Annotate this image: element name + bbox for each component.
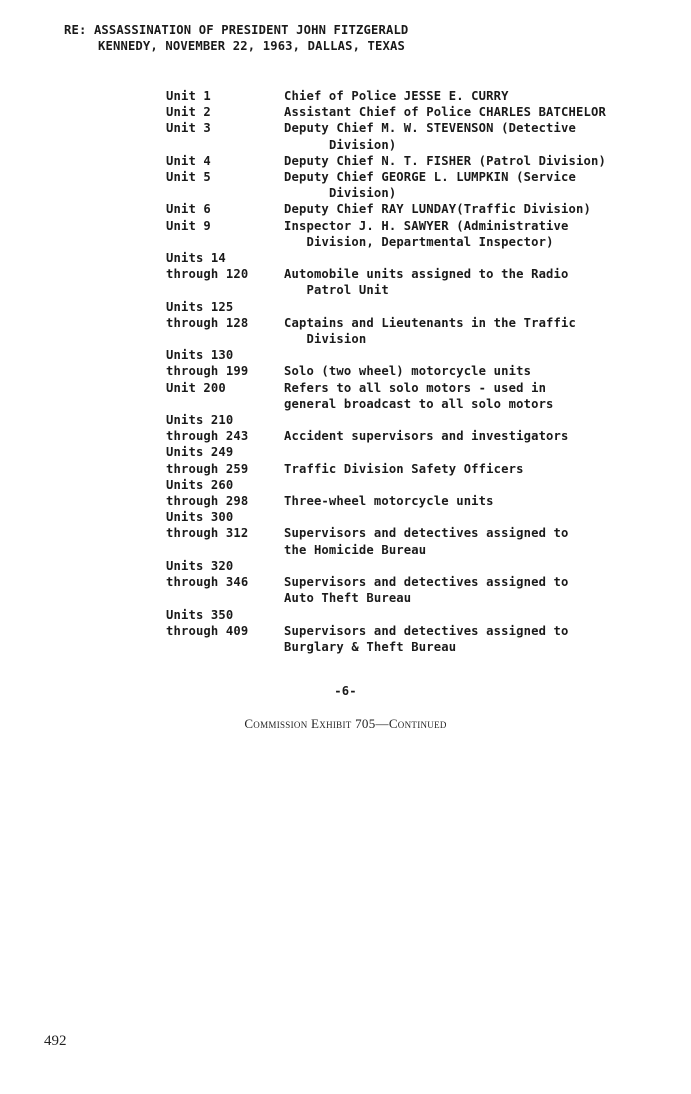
unit-number: Units 260 bbox=[166, 477, 234, 492]
unit-number: through 409 bbox=[166, 623, 249, 638]
unit-row bbox=[166, 574, 666, 606]
radio-unit-list bbox=[166, 88, 666, 655]
unit-description bbox=[284, 477, 666, 493]
header-line-2: KENNEDY, NOVEMBER 22, 1963, DALLAS, TEXAS bbox=[98, 39, 405, 54]
unit-row bbox=[166, 120, 666, 152]
unit-description-line: Deputy Chief N. T. FISHER (Patrol Division) bbox=[284, 153, 606, 168]
unit-number: Units 14 bbox=[166, 251, 226, 266]
unit-description bbox=[284, 201, 666, 217]
unit-description-line: Supervisors and detectives assigned to bbox=[284, 526, 569, 541]
unit-description bbox=[284, 218, 666, 250]
unit-number: through 199 bbox=[166, 364, 249, 379]
unit-description bbox=[284, 315, 666, 347]
unit-row bbox=[166, 169, 666, 201]
unit-number: Unit 200 bbox=[166, 380, 226, 395]
unit-number: Unit 2 bbox=[166, 105, 211, 120]
unit-row bbox=[166, 250, 666, 266]
unit-description bbox=[284, 347, 666, 363]
unit-row bbox=[166, 363, 666, 379]
unit-description-line: Division, Departmental Inspector) bbox=[284, 234, 554, 249]
unit-number: Unit 4 bbox=[166, 153, 211, 168]
unit-description bbox=[284, 120, 666, 152]
page-number: -6- bbox=[334, 684, 357, 698]
unit-description bbox=[284, 266, 666, 298]
unit-description-line: Division) bbox=[284, 186, 397, 201]
unit-number: Units 300 bbox=[166, 510, 234, 525]
unit-number: Unit 6 bbox=[166, 202, 211, 217]
unit-description-line: Automobile units assigned to the Radio bbox=[284, 267, 569, 282]
unit-description bbox=[284, 104, 666, 120]
unit-number: Units 350 bbox=[166, 607, 234, 622]
unit-description-line: Captains and Lieutenants in the Traffic bbox=[284, 315, 577, 330]
unit-description-line: the Homicide Bureau bbox=[284, 542, 427, 557]
unit-description-line: Burglary & Theft Bureau bbox=[284, 639, 457, 654]
unit-description-line: Refers to all solo motors - used in bbox=[284, 380, 547, 395]
unit-number: Unit 5 bbox=[166, 170, 211, 185]
exhibit-caption: Commission Exhibit 705—Continued bbox=[244, 716, 447, 731]
unit-description-line: Inspector J. H. SAWYER (Administrative bbox=[284, 218, 569, 233]
unit-description bbox=[284, 88, 666, 104]
unit-row bbox=[166, 153, 666, 169]
unit-description-line: Deputy Chief M. W. STEVENSON (Detective bbox=[284, 121, 577, 136]
unit-number: Units 125 bbox=[166, 299, 234, 314]
unit-description-line: Traffic Division Safety Officers bbox=[284, 461, 524, 476]
unit-row bbox=[166, 444, 666, 460]
unit-row bbox=[166, 461, 666, 477]
unit-description-line: Accident supervisors and investigators bbox=[284, 429, 569, 444]
unit-description-line: general broadcast to all solo motors bbox=[284, 396, 554, 411]
unit-description bbox=[284, 380, 666, 412]
unit-row bbox=[166, 493, 666, 509]
unit-row bbox=[166, 623, 666, 655]
unit-row bbox=[166, 315, 666, 347]
unit-description-line: Division) bbox=[284, 137, 397, 152]
unit-description-line: Auto Theft Bureau bbox=[284, 591, 412, 606]
unit-number: Unit 1 bbox=[166, 89, 211, 103]
unit-row bbox=[166, 88, 666, 104]
unit-description bbox=[284, 509, 666, 525]
unit-description-line: Division bbox=[284, 332, 367, 347]
unit-description bbox=[284, 461, 666, 477]
unit-description bbox=[284, 363, 666, 379]
unit-description-line: Deputy Chief GEORGE L. LUMPKIN (Service bbox=[284, 170, 577, 185]
unit-description bbox=[284, 250, 666, 266]
document-header bbox=[64, 22, 664, 54]
unit-row bbox=[166, 266, 666, 298]
unit-number: through 243 bbox=[166, 429, 249, 444]
unit-number: through 128 bbox=[166, 315, 249, 330]
unit-number: Unit 9 bbox=[166, 218, 211, 233]
unit-number: Units 210 bbox=[166, 413, 234, 428]
unit-row bbox=[166, 558, 666, 574]
unit-description-line: Solo (two wheel) motorcycle units bbox=[284, 364, 532, 379]
unit-row bbox=[166, 380, 666, 412]
unit-description bbox=[284, 428, 666, 444]
unit-number: through 312 bbox=[166, 526, 249, 541]
unit-description-line: Supervisors and detectives assigned to bbox=[284, 575, 569, 590]
unit-description bbox=[284, 412, 666, 428]
unit-description-line: Supervisors and detectives assigned to bbox=[284, 623, 569, 638]
unit-row bbox=[166, 218, 666, 250]
unit-description bbox=[284, 525, 666, 557]
unit-description bbox=[284, 299, 666, 315]
unit-row bbox=[166, 104, 666, 120]
unit-description-line: Chief of Police JESSE E. CURRY bbox=[284, 89, 509, 103]
unit-number: Units 320 bbox=[166, 558, 234, 573]
unit-description bbox=[284, 574, 666, 606]
unit-number: through 259 bbox=[166, 461, 249, 476]
folio-number: 492 bbox=[44, 1033, 67, 1049]
unit-row bbox=[166, 412, 666, 428]
unit-row bbox=[166, 428, 666, 444]
header-line-1: RE: ASSASSINATION OF PRESIDENT JOHN FITZGERALD bbox=[64, 23, 409, 37]
unit-row bbox=[166, 477, 666, 493]
unit-row bbox=[166, 509, 666, 525]
unit-row bbox=[166, 347, 666, 363]
unit-description bbox=[284, 153, 666, 169]
unit-number: Units 130 bbox=[166, 348, 234, 363]
unit-row bbox=[166, 607, 666, 623]
unit-row bbox=[166, 525, 666, 557]
unit-number: through 346 bbox=[166, 575, 249, 590]
unit-number: Unit 3 bbox=[166, 121, 211, 136]
unit-row bbox=[166, 299, 666, 315]
unit-description-line: Assistant Chief of Police CHARLES BATCHELOR bbox=[284, 105, 606, 120]
unit-description bbox=[284, 558, 666, 574]
unit-description bbox=[284, 493, 666, 509]
unit-description bbox=[284, 444, 666, 460]
unit-number: through 120 bbox=[166, 267, 249, 282]
unit-number: through 298 bbox=[166, 494, 249, 509]
unit-description bbox=[284, 607, 666, 623]
unit-number: Units 249 bbox=[166, 445, 234, 460]
unit-row bbox=[166, 201, 666, 217]
unit-description bbox=[284, 623, 666, 655]
unit-description-line: Patrol Unit bbox=[284, 283, 389, 298]
unit-description-line: Deputy Chief RAY LUNDAY(Traffic Division) bbox=[284, 202, 591, 217]
unit-description bbox=[284, 169, 666, 201]
unit-description-line: Three-wheel motorcycle units bbox=[284, 494, 494, 509]
